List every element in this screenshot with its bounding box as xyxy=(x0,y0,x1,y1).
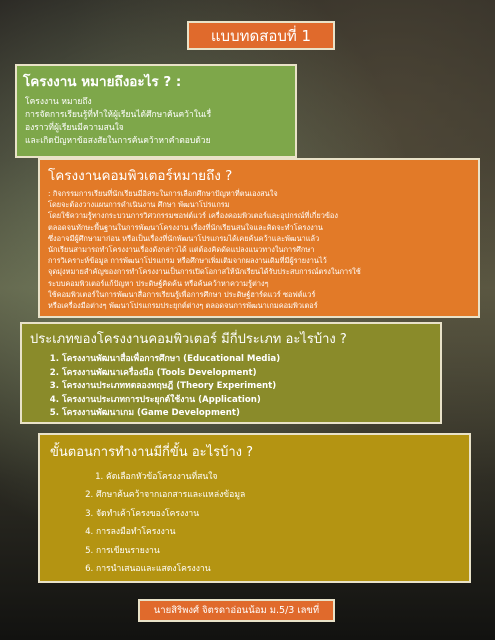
list-item: 5. โครงงานพัฒนาเกม (Game Development) xyxy=(62,407,440,421)
question-2-heading: โครงงานคอมพิวเตอร์หมายถึง ? xyxy=(48,168,233,184)
list-item: 3. โครงงานประเภททดลองทฤษฎี (Theory Experiment) xyxy=(62,380,440,394)
answer-line: การจัดการเรียนรู้ที่ทำให้ผู้เรียนได้ศึกษาค้นคว้าในเรื่ xyxy=(25,110,212,120)
answer-line: จุดมุ่งหมายสำคัญของการทำโครงงานเป็นการเปิดโอกาสให้นักเรียนได้รับประสบการณ์ตรงในการใช้ xyxy=(48,267,361,277)
steps-list xyxy=(40,468,469,578)
answer-line: องราวที่ผู้เรียนมีความสนใจ xyxy=(25,123,124,133)
answer-line: หรือเครื่องมือต่างๆ พัฒนาโปรแกรมประยุกต์ต่างๆ ตลอดจนการพัฒนาเกมคอมพิวเตอร์ xyxy=(48,301,318,311)
question-3-box xyxy=(20,322,442,424)
list-item: 4. โครงงานประเภทการประยุกต์ใช้งาน (Application) xyxy=(62,394,440,408)
page-title: แบบทดสอบที่ 1 xyxy=(187,21,335,50)
question-2-box xyxy=(38,158,480,318)
question-1-box xyxy=(15,64,297,158)
list-item: 1. คัดเลือกหัวข้อโครงงานที่สนใจ xyxy=(106,468,469,486)
project-types-list xyxy=(22,353,440,421)
list-item: 2. โครงงานพัฒนาเครื่องมือ (Tools Development) xyxy=(62,367,440,381)
answer-line: นักเรียนสามารถทำโครงงานเรื่องดังกล่าวได้ แต่ต้องคิดดัดแปลงแนวทางในการศึกษา xyxy=(48,245,315,255)
answer-line: ใช้คอมพิวเตอร์ในการพัฒนาสื่อการเรียนรู้เพื่อการศึกษา ประดิษฐ์ฮาร์ดแวร์ ซอฟต์แวร์ xyxy=(48,289,316,299)
question-3-heading: ประเภทของโครงงานคอมพิวเตอร์ มีกี่ประเภท อะไรบ้าง ? xyxy=(30,332,347,347)
question-4-box xyxy=(38,433,471,583)
answer-line: โดยจะต้องวางแผนการดำเนินงาน ศึกษา พัฒนาโปรแกรม xyxy=(48,200,230,210)
answer-line: และเกิดปัญหาข้อสงสัยในการค้นคว้าหาคำตอบด้วย xyxy=(25,136,211,146)
question-1-heading: โครงงาน หมายถึงอะไร ? : xyxy=(23,74,182,90)
list-item: 6. การนำเสนอและแสดงโครงงาน xyxy=(96,560,469,578)
author-label: นายสิริพงศ์ จิตรดาอ่อนน้อม ม.5/3 เลขที่ xyxy=(138,599,335,622)
answer-line: ซึ่งอาจมีผู้ศึกษามาก่อน หรือเป็นเรื่องที่นักพัฒนาโปรแกรมได้เคยค้นคว้าและพัฒนาแล้ว xyxy=(48,233,320,243)
list-item: 2. ศึกษาค้นคว้าจากเอกสารและแหล่งข้อมูล xyxy=(96,486,469,504)
answer-line: โดยใช้ความรู้ทางกระบวนการวิศวกรรมซอฟต์แวร์ เครื่องคอมพิวเตอร์และอุปกรณ์ที่เกี่ยวข้อง xyxy=(48,211,338,221)
answer-line: การวิเคราะห์ข้อมูล การพัฒนาโปรแกรม หรือศึกษาเพิ่มเติมจากผลงานเดิมที่มีผู้รายงานไว้ xyxy=(48,256,327,266)
answer-line: : กิจกรรมการเรียนที่นักเรียนมีอิสระในการเลือกศึกษาปัญหาที่ตนเองสนใจ xyxy=(48,189,278,198)
list-item: 3. จัดทำเค้าโครงของโครงงาน xyxy=(96,505,469,523)
answer-line: ตลอดจนทักษะพื้นฐานในการพัฒนาโครงงาน เรื่องที่นักเรียนสนใจและคิดจะทำโครงงาน xyxy=(48,222,323,232)
answer-line: ระบบคอมพิวเตอร์แก้ปัญหา ประดิษฐ์คิดค้น หรือค้นคว้าหาความรู้ต่างๆ xyxy=(48,278,269,288)
answer-line: โครงงาน หมายถึง xyxy=(25,97,92,107)
question-4-heading: ขั้นตอนการทำงานมีกี่ขั้น อะไรบ้าง ? xyxy=(50,445,254,460)
list-item: 1. โครงงานพัฒนาสื่อเพื่อการศึกษา (Educational Media) xyxy=(62,353,440,367)
list-item: 5. การเขียนรายงาน xyxy=(96,542,469,560)
list-item: 4. การลงมือทำโครงงาน xyxy=(96,523,469,541)
